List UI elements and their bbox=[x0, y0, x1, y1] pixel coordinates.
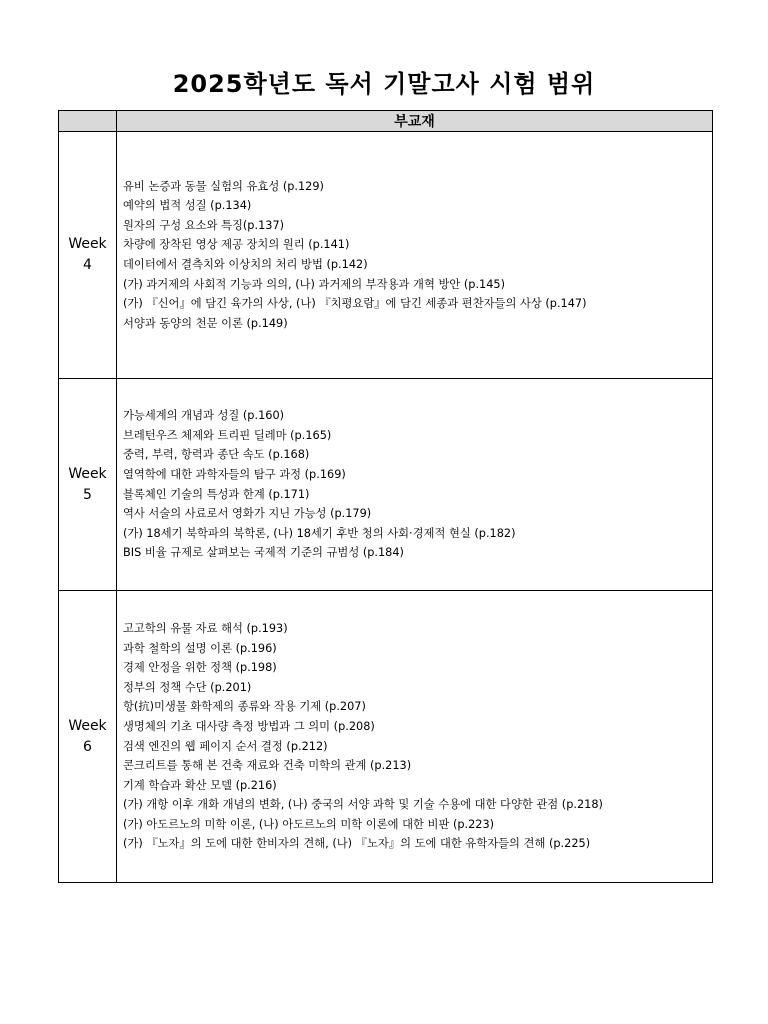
reading-item: 항(抗)미생물 화학제의 종류와 작용 기제 (p.207) bbox=[123, 700, 366, 714]
reading-item: (가) 『노자』의 도에 대한 한비자의 견해, (나) 『노자』의 도에 대한 유학자들의 견해 (p.225) bbox=[123, 837, 591, 851]
header-empty-cell bbox=[59, 111, 117, 132]
reading-item: (가) 개항 이후 개화 개념의 변화, (나) 중국의 서양 과학 및 기술 수용에 대한 다양한 관점 (p.218) bbox=[123, 798, 603, 812]
reading-item: (가) 『신어』에 담긴 육가의 사상, (나) 『치평요람』에 담긴 세종과 편찬자들의 사상 (p.147) bbox=[123, 297, 587, 311]
reading-item: BIS 비율 규제로 살펴보는 국제적 기준의 규범성 (p.184) bbox=[123, 546, 404, 560]
reading-item: 유비 논증과 동물 실험의 유효성 (p.129) bbox=[123, 179, 324, 193]
week-label-cell bbox=[59, 379, 117, 591]
reading-item: 역사 서술의 사료로서 영화가 지닌 가능성 (p.179) bbox=[123, 507, 372, 521]
reading-item: (가) 아도르노의 미학 이론, (나) 아도르노의 미학 이론에 대한 비판 (p.223) bbox=[123, 817, 495, 831]
reading-item: 블록체인 기술의 특성과 한계 (p.171) bbox=[123, 487, 310, 501]
reading-item: (가) 18세기 북학파의 북학론, (나) 18세기 후반 청의 사회·경제적 현실 (p.182) bbox=[123, 526, 516, 540]
week-row bbox=[59, 379, 713, 591]
week-word: Week bbox=[68, 465, 107, 482]
reading-item: 중력, 부력, 항력과 종단 속도 (p.168) bbox=[123, 448, 310, 462]
week-content-cell bbox=[117, 591, 713, 883]
week-content-cell bbox=[117, 132, 713, 379]
reading-item: 과학 철학의 설명 이론 (p.196) bbox=[123, 641, 277, 655]
reading-item: 경제 안정을 위한 정책 (p.198) bbox=[123, 661, 277, 675]
reading-item: 예약의 법적 성질 (p.134) bbox=[123, 199, 252, 213]
week-number: 5 bbox=[83, 486, 92, 503]
reading-item: 데이터에서 결측치와 이상치의 처리 방법 (p.142) bbox=[123, 258, 368, 271]
week-row bbox=[59, 591, 713, 883]
reading-item: 차량에 장착된 영상 제공 장치의 원리 (p.141) bbox=[123, 238, 350, 252]
reading-item: 열역학에 대한 과학자들의 탐구 과정 (p.169) bbox=[123, 467, 346, 481]
reading-list bbox=[123, 619, 712, 854]
reading-item: (가) 과거제의 사회적 기능과 의의, (나) 과거제의 부작용과 개혁 방안 (p.145) bbox=[123, 277, 506, 291]
week-label-cell bbox=[59, 591, 117, 883]
reading-item: 생명체의 기초 대사량 측정 방법과 그 의미 (p.208) bbox=[123, 719, 375, 733]
table-header-row bbox=[59, 111, 713, 132]
week-row bbox=[59, 132, 713, 379]
reading-item: 서양과 동양의 천문 이론 (p.149) bbox=[123, 316, 288, 330]
exam-scope-table bbox=[58, 110, 713, 883]
reading-item: 원자의 구성 요소와 특징(p.137) bbox=[123, 218, 285, 232]
header-cell: 부교재 bbox=[117, 111, 713, 132]
reading-item: 브레턴우즈 체제와 트리핀 딜레마 (p.165) bbox=[123, 428, 332, 442]
week-word: Week bbox=[68, 236, 107, 252]
reading-list bbox=[123, 406, 712, 563]
week-number: 6 bbox=[83, 738, 92, 755]
week-content-cell bbox=[117, 379, 713, 591]
reading-item: 검색 엔진의 웹 페이지 순서 결정 (p.212) bbox=[123, 739, 328, 753]
reading-item: 가능세계의 개념과 성질 (p.160) bbox=[123, 409, 285, 423]
week-label-cell bbox=[59, 132, 117, 379]
reading-item: 고고학의 유물 자료 해석 (p.193) bbox=[123, 621, 288, 635]
week-word: Week bbox=[68, 717, 107, 734]
reading-item: 기계 학습과 확산 모델 (p.216) bbox=[123, 778, 277, 792]
week-number: 4 bbox=[83, 257, 92, 273]
reading-list bbox=[123, 177, 712, 334]
reading-item: 정부의 정책 수단 (p.201) bbox=[123, 680, 252, 694]
document-title: 2025학년도 독서 기말고사 시험 범위 bbox=[172, 70, 596, 98]
reading-item: 콘크리트를 통해 본 건축 재료와 건축 미학의 관계 (p.213) bbox=[123, 759, 412, 773]
